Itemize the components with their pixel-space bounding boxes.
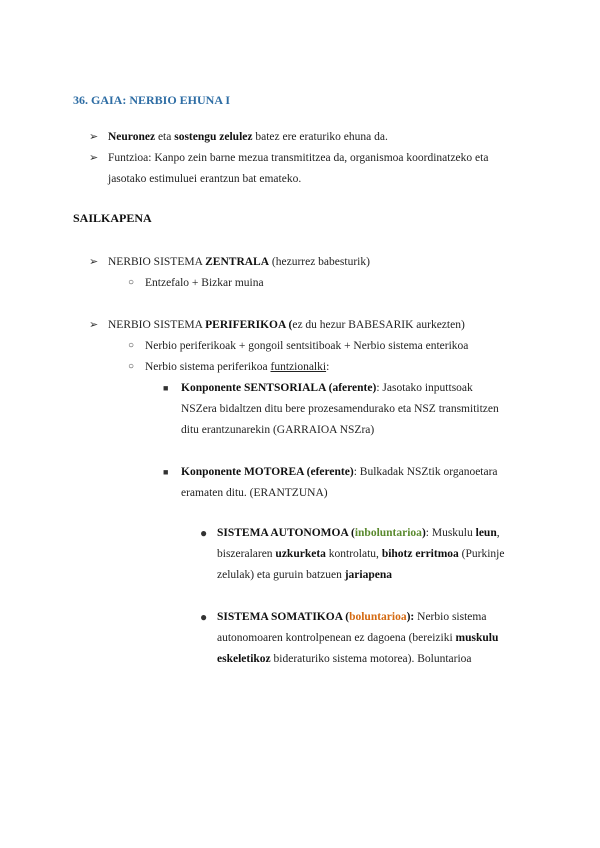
intro-bullet-function-line2: jasotako estimuluei erantzun bat emateko. [108,173,302,185]
peripheral-subitem-components: Nerbio periferikoak + gongoil sentsitiboak + Nerbio sistema enterikoa [145,340,469,352]
hollow-circle-bullet-icon: ○ [128,277,135,288]
somatic-system-line2: autonomoaren kontrolpenean ez dagoena (bereiziki muskulu [217,632,499,644]
hollow-circle-bullet-icon: ○ [128,361,135,372]
arrowhead-bullet-icon: ➢ [89,319,99,331]
motor-component-line1: Konponente MOTOREA (eferente): Bulkadak NSZtik organoetara [181,466,498,478]
dot-bullet-icon: ● [200,610,208,624]
intro-bullet-definition: Neuronez eta sostengu zelulez batez ere eraturiko ehuna da. [108,131,388,143]
sensory-component-line2: NSZera bidaltzen ditu bere prozesamendurako eta NSZ transmititzen [181,403,499,415]
term-neurons: Neuronez [108,131,156,143]
somatic-system-line3: eskeletikoz bideraturiko sistema motorea). Boluntarioa [217,653,472,665]
involuntary-label: inboluntarioa [354,527,422,539]
intro-bullet-function-line1: Funtzioa: Kanpo zein barne mezua transmititzea da, organismoa koordinatzeko eta [108,152,489,164]
autonomic-system-line3: zelulak) eta guruin batzuen jariapena [217,569,392,581]
term-support-cells: sostengu zelulez [174,131,253,143]
page-title: 36. GAIA: NERBIO EHUNA I [73,93,231,107]
somatic-system-line1: SISTEMA SOMATIKOA (boluntarioa): Nerbio sistema [217,611,487,623]
arrowhead-bullet-icon: ➢ [89,256,99,268]
central-subitem: Entzefalo + Bizkar muina [145,277,264,289]
autonomic-system-line2: biszeralaren uzkurketa kontrolatu, bihotz erritmoa (Purkinje [217,548,505,560]
arrowhead-bullet-icon: ➢ [89,131,99,143]
peripheral-subitem-functional: Nerbio sistema periferikoa funtzionalki: [145,361,330,373]
central-nervous-system-item: NERBIO SISTEMA ZENTRALA (hezurrez babesturik) [108,256,370,268]
sensory-component-line3: ditu erantzunarekin (GARRAIOA NSZra) [181,424,375,436]
arrowhead-bullet-icon: ➢ [89,152,99,164]
dot-bullet-icon: ● [200,526,208,540]
autonomic-system-line1: SISTEMA AUTONOMOA (inboluntarioa): Muskulu leun, [217,527,500,539]
voluntary-label: boluntarioa [349,611,407,623]
square-bullet-icon: ■ [163,467,169,477]
peripheral-nervous-system-item: NERBIO SISTEMA PERIFERIKOA (ez du hezur BABESARIK aurkezten) [108,319,465,331]
hollow-circle-bullet-icon: ○ [128,340,135,351]
section-heading: SAILKAPENA [73,211,152,225]
sensory-component-line1: Konponente SENTSORIALA (aferente): Jasotako inputtsoak [181,382,473,394]
motor-component-line2: eramaten ditu. (ERANTZUNA) [181,487,328,499]
square-bullet-icon: ■ [163,383,169,393]
